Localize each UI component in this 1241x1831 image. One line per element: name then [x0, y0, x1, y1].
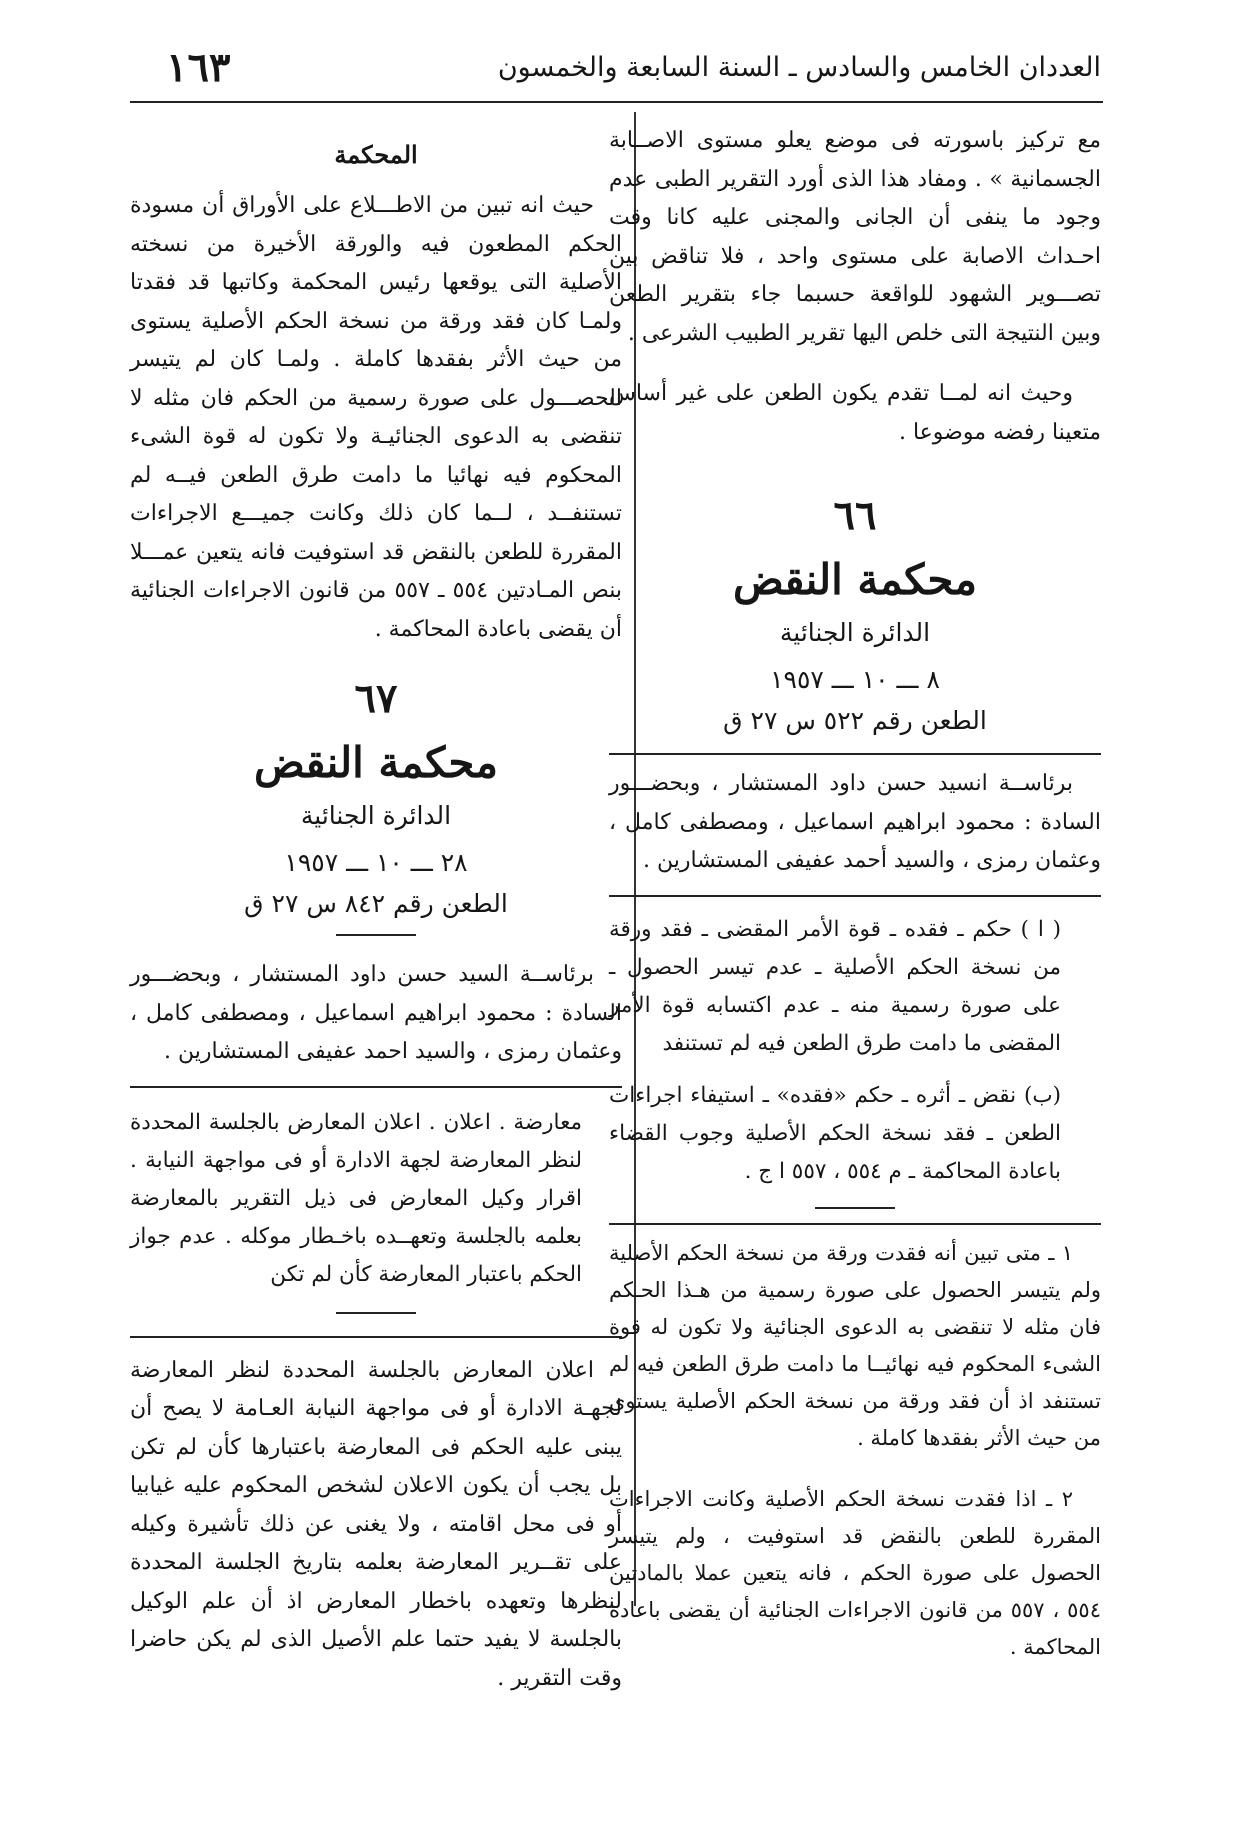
case-number: ٦٦ [833, 492, 877, 539]
summary: معارضة . اعلان . اعلان المعارض بالجلسة المحددة لنظر المعارضة لجهة الادارة أو فى مواجهة النيابة . اقرار وكيل المعارض فى ذيل التقرير بالمعارضة بعلمه بالجلسة وتعهــده باخـطار موكله . عدم جواز الحكم باعتبار المعارضة كأن لم تكن [130, 1109, 582, 1287]
case-number: ٦٧ [354, 675, 398, 722]
running-title: العددان الخامس والسادس ـ السنة السابعة والخمسون [497, 52, 1101, 83]
bench-composition: برئاســة السيد حسن داود المستشار ، وبحضـــور السادة : محمود ابراهيم اسماعيل ، ومصطفى كامل ، وعثمان رمزى ، والسيد احمد عفيفى المستشارين . [130, 962, 622, 1064]
session-date: ٢٨ ـــ ١٠ ـــ ١٩٥٧ [284, 848, 468, 877]
court-reasoning: حيث انه تبين من الاطـــلاع على الأوراق أن مسودة الحكم المطعون فيه والورقة الأخيرة من نسخته الأصلية التى يوقعها رئيس المحكمة وكاتبها قد فقدتا ولمـا كان فقد ورقة من نسخة الحكم الأصلية يستوى من حيث الأثر بفقدها كاملة . ولمـا كان لم يتيسر الحصـــول على صورة رسمية من الحكم فان مثله لا تنقضى به الدعوى الجنائيـة ولا تكون له قوة الشىء المحكوم فيه نهائيا ما دامت طرق الطعن فيــه لم تستنفــد ، لــما كان ذلك وكانت جميـــع الاجراءات المقررة للطعن بالنقض قد استوفيت فانه يتعين عمـــلا بنص المـادتين ٥٥٤ ـ ٥٥٧ من قانون الاجراءات الجنائية أن يقضى باعادة المحاكمة . [130, 193, 622, 642]
section-title: المحكمة [334, 140, 418, 169]
appeal-number: الطعن رقم ٨٤٢ س ٢٧ ق [244, 889, 508, 918]
appeal-number: الطعن رقم ٥٢٢ س ٢٧ ق [723, 706, 987, 735]
right-column [609, 122, 1101, 1666]
bench-composition: برئاســة انسيد حسن داود المستشار ، وبحضـــور السادة : محمود ابراهيم اسماعيل ، ومصطفى كامل ، وعثمان رمزى ، والسيد أحمد عفيفى المستشارين . [609, 771, 1101, 873]
circuit-heading: الدائرة الجنائية [300, 801, 452, 830]
summary-a: ( ا ) حكم ـ فقده ـ قوة الأمر المقضى ـ فقد ورقة من نسخة الحكم الأصلية ـ عدم تيسر الحصول ـ على صورة رسمية منه ـ عدم اكتسابه قوة الأمر المقضى ما دامت طرق الطعن فيه لم تستنفد [609, 916, 1061, 1056]
left-column [130, 122, 622, 1698]
ruling-2: ٢ ـ اذا فقدت نسخة الحكم الأصلية وكانت الاجراءات المقررة للطعن بالنقض قد استوفيت ، ولم يتيسر الحصول على صورة الحكم ، فانه يتعين عملا بالمادتين ٥٥٤ ، ٥٥٧ من قانون الاجراءات الجنائية أن يقضى باعادة المحاكمة . [609, 1486, 1101, 1659]
summary-b: (ب) نقض ـ أثره ـ حكم «فقده» ـ استيفاء اجراءات الطعن ـ فقد نسخة الحكم الأصلية وجوب القضاء باعادة المحاكمة ـ م ٥٥٤ ، ٥٥٧ ا ج . [609, 1082, 1061, 1184]
session-date: ٨ ـــ ١٠ ـــ ١٩٥٧ [770, 665, 940, 694]
continued-paragraph: مع تركيز باسورته فى موضع يعلو مستوى الاصــابة الجسمانية » . ومفاد هذا الذى أورد التقرير الطبى عدم وجود ما ينفى أن الجانى والمجنى عليه كانا وقت احـداث الاصابة على مستوى واحد ، فلا تناقض بين تصـــوير الشهود للواقعة حسبما جاء بتقرير الطعن وبين النتيجة التى خلص اليها تقرير الطبيب الشرعى . [609, 128, 1101, 346]
ruling-1: ١ ـ متى تبين أنه فقدت ورقة من نسخة الحكم الأصلية ولم يتيسر الحصول على صورة رسمية من هـذا الحـكم فان مثله لا تنقضى به الدعوى الجنائية ولا تكون له قوة الشىء المحكوم فيه نهائيــا ما دامت طرق الطعن فيه لم تستنفد اذ أن فقد ورقة من نسخة الحكم الأصلية يستوى من حيث الأثر بفقدها كاملة . [609, 1240, 1101, 1450]
court-heading: محكمة النقض [732, 555, 978, 604]
page-number: ١٦٣ [166, 44, 231, 91]
court-heading: محكمة النقض [253, 738, 499, 787]
circuit-heading: الدائرة الجنائية [779, 618, 931, 647]
page-header [130, 44, 1101, 92]
conclusion-paragraph: وحيث انه لمــا تقدم يكون الطعن على غير أساس متعينا رفضه موضوعا . [609, 381, 1101, 445]
ruling: اعلان المعارض بالجلسة المحددة لنظر المعارضة لجهـة الادارة أو فى مواجهة النيابة العـامة لا يصح أن يبنى عليه الحكم فى المعارضة باعتبارها كأن لم تكن بل يجب أن يكون الاعلان لشخص المحكوم عليه غيابيا أو فى محل اقامته ، ولا يغنى عن ذلك تأشيرة وكيله على تقــرير المعارضة بعلمه بتاريخ الجلسة المحددة لنظرها وتعهده باخطار المعارض اذ أن علم الوكيل بالجلسة لا يفيد حتما علم الأصيل الذى لم يكن حاضرا وقت التقرير . [130, 1357, 622, 1691]
header-rule [130, 101, 1103, 103]
